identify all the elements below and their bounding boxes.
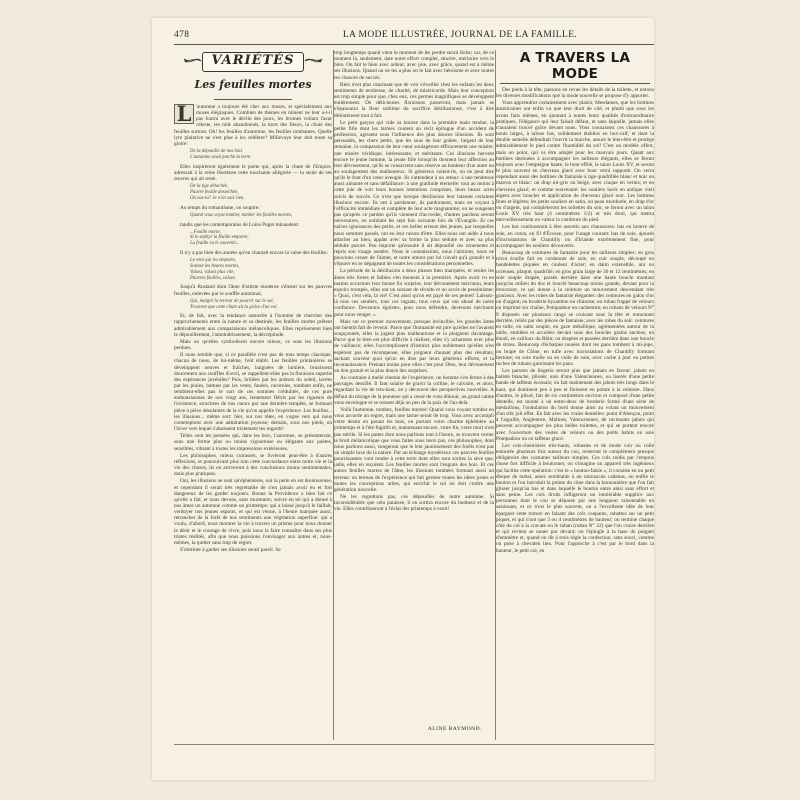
header-rule bbox=[174, 44, 654, 45]
verse-quote: Qui, malgré la terreur de pourrir sur le sol, Trouvent que cette chute ait la grâce d'un vol. bbox=[190, 298, 278, 310]
journal-title: LA MODE ILLUSTRÉE, JOURNAL DE LA FAMILLE. bbox=[342, 30, 578, 40]
paragraph: tandis que les contemporains de Loïsa Puget minaudent: bbox=[180, 221, 300, 228]
verse-quote: De la dépouille de nos bois L'automne avait jonché la terre. bbox=[190, 149, 252, 160]
banner-ornament-left-icon bbox=[182, 54, 202, 68]
page-number: 478 bbox=[174, 30, 190, 40]
paragraph: Les parures de lingerie seront plus que jamais en faveur: jabots en batiste blanche, plissés; unis d'une Valenciennes, ou liserés d'une petite bande de taffetas écossais; on fait maintenant des jabots très longs dans le haut, qui dominent peu à peu et finissent en pointe à la ceinture. Dans d'autres, le plissé, fait de six centimètres environ et composé d'une petite dentelle, est monté à un entre-deux de broderie formé d'une série de médaillons, l'ondulation du bord donne ainsi au volant un mouvement d'un très joli effet. En fait avec les vraies dentelles: point d'Alençon, point à l'aiguille, Angleterre, Malines, Valenciennes, de ravissants jabots qui peuvent accompagner les plus belles toilettes, et qui se portent encore avec l'ouverture des vestes de velours ou des petits habits en soie Pompadour ou en taffetas glacé. bbox=[496, 368, 654, 442]
paragraph: S'obstiner à garder ses illusions serait pareil. Se bbox=[180, 547, 281, 554]
section-title: A TRAVERS LA MODE bbox=[519, 50, 631, 82]
banner-ornament-right-icon bbox=[304, 54, 324, 68]
paragraph: Les philosophes, mieux cuirassés, se livreront peut-être à d'autres réflexions, et poursuivant plus loin cette concordance entre notre vie et la vie des choses, ils en arriveront à des conclusions moins sentimentales, mais plus pratiques. bbox=[174, 452, 332, 478]
verse-quote: Quand vous voyez tomber, tomber les feuilles mortes, bbox=[190, 212, 293, 218]
verse-quote: Le vent qui les emporte, Sonnez les heures mortes, Valsez, valsez plus vite, Pauvres feuilles, valsez. bbox=[190, 258, 240, 281]
paragraph: Rien n'est plus charmant que de voir s'éveiller chez les enfants les deux sentiments de tendresse, de charité, de miséricorde. Mais leur conception est trop simple pour que, chez eux, ces germes magnifiques se développent entièrement. De délicieuses floraisons passeront, mais jamais se s'épanouira la fleur sublime du sacrifice désillusionné, c'est à dire désintéressé tout à fait. bbox=[334, 81, 494, 119]
paragraph: Le petit garçon qui vide sa bourse dans la première main tendue, la petite fille dont les larmes coulent au récit épilogue d'un accident de profession, agissent sous l'influence des plus douces illusions. Ils sont persuadés, les chers petits, que les sous de leur goûter, l'argent de leur semaine, la compassion de leur cœur soulageront efficacement une misère: une misère véridique, intéressante, et méritante. Ces illusions hervent encore le jeune homme, la jeune fille lorsqu'ils donnent leur affection au leur dévouement, qu'ils se consacrent sans réserve au bonheur d'un autre ou au soulagement des malheureux. Si généreux soient-ils, on ne peut dire qu'ils le font d'un cœur aveugle. Ils s'attendent à un retour: à une tendresse aussi aimante et sans défaillance: à une gratitude éternelle: tout au moins à cette joie de voir leurs bonnes intentions comprises, leurs beaux actes suivis de succès. Ce n'est que lorsque désillusion leur laissent certaines illusions encore. Ils ont à pardonner, ils pardonnent, mais en voyant à l'efficacité immédiate et complète de leur acte magnanime; ou ne songeant pas qu'après ce pardon qu'ils viennent d'accorder, d'autres pardons seront nécessaires, en oubliant les sept fois soixante fois de l'Évangile. Et ces naïves ignorances des petits, et ces belles erreurs des jeunes, par lesquelles nous sommes passés, ont eu leur raison d'être. Elles nous ont aidés à nous attacher au bien, appâts avec sa forme la plus séduite et avec sa plus séduite parure. Peu importe qu'ensuite il ait dépouillé ces ornements et repris son visage austère. Nous le connaissions, nous l'aimions, nous ne pouvions cesser de l'aimer, et notre amour pur lui n'avait qu'à grandir et à s'épurer en se dégageant de toutes les considérations personnelles. bbox=[334, 119, 494, 268]
paragraph: 'automne a toujours été cher aux muses, et spécialement aux muses élégiaques. Combien de thèmes en mineur ne leur a-t-il pas fourni avec le déclin des jours, les brumes voilant l'azur céleste, les nids abandonnés, la mort des fleurs, la chute des feuilles surtout. Oh! les feuilles d'automne, les feuilles tombantes. Quelle lyre plaintive ne s'est plue à les célébrer? Millevoye leur doit toute sa gloire: bbox=[174, 104, 332, 147]
paragraph: Telles sont les pensées qui, dans les bois, l'automne, se présenteront, sous une forme plus ou moins vigoureuse ou élégante aux poètes, sensibles, vibrant à toutes les impressions extérieures. bbox=[174, 433, 332, 452]
author-signature: ALINE RAYMOND. bbox=[427, 726, 482, 732]
paragraph: Les bas continueront à être assortis aux chaussures: bas en bourre de soie, en coton, en fil d'Écosse, pour l'usage courant: bas de soie, ajourés d'incrustations de Chantilly ou d'Irlande extrêmement fine, pour accompagner les souliers découverts. bbox=[496, 224, 654, 249]
column-varietes-continued bbox=[334, 50, 494, 740]
drop-cap: L bbox=[174, 104, 194, 124]
paragraph: Des pieds à la tête, passons en revue les détails de la toilette, et notons les diverses modifications que la mode nouvelle se propose d'y apporter. bbox=[496, 87, 654, 100]
paragraph: Mais on qu'elles symbolisent encore mieux, ce sont les illusions perdues. bbox=[174, 338, 332, 352]
paragraph: trop longtemps quand vient le moment de les perdre serait lâche; car, de ce moment là, seulement, date notre effort complet, sincère, méritoire vers le bien. On fait le bien avec ardeur, avec joie, avec grâce, quand est à même ses illusions. Quand on ne les a plus on le fait avec héroïsme et avec toutes les chances de succès. bbox=[334, 50, 494, 81]
varietes-banner bbox=[182, 50, 324, 74]
opening-paragraph bbox=[174, 101, 332, 147]
paragraph: Voilà l'automne, tombez, feuilles mortes! Quand vous voyant tomber en vous accorde un regret, mais une larme serait de trop. Vous avez accompli votre destin en parant les bois, en portant votre charme éphémère au printemps et à l'été fugitifs et, maintenant encore, votre fin, votre mort n'est pas stérile. Si les pattes dont nous parlions tout à l'heure, se trouvent cerner le bruit mélancolique que vous faites sous leurs pas, ces philosophes, dont nous parlions aussi, songeront que le lent jaunissement des forêts n'est pas un simple luxe de la nature. Par un échange mystérieux ces pauvres feuilles pourrissantes vont rendre à cette terre dont elles sont sorties la sève que, jadis, elles en reçurent. Les feuilles mortes sont l'engrais des bois. Et ces autres feuilles mortes de l'âme, les illusions tombées formant aussi un terreau: un terreau de l'expérience qui fait germer toutes les idées justes et toutes les conceptions utiles, qui enrichit le sol où doit croître une génération nouvelle. bbox=[334, 406, 494, 493]
article-body-col2 bbox=[334, 50, 494, 513]
paragraph: La période de la désillusion a deux phases bien marquées, et seules les âmes très fortes et faibles s'en tiennent à la première. Après avoir vu en maints occasions leur bonne foi surprise, leur dévouement méconnu, leurs espoirs trompés, elles ont un sursaut de révolte et un accès de pessimisme: « Quoi, c'est cela, la vie! C'est ainsi qu'on est payé de ses peines! Laissez-là tous ces sentiers, tous ces ingrats, tous ceux qui ont abusé de notre confiance. Devenons égoïstes, pour nous défendre, devenons méchants pour nous venger. » bbox=[334, 268, 494, 318]
banner-title: VARIÉTÉS bbox=[211, 53, 295, 68]
footer-rule bbox=[174, 744, 654, 745]
page-header bbox=[174, 30, 654, 44]
paragraph: Il nous semble que, si ce parallèle n'est pas de tous temps classique, chacun de nous, de lui-même, l'eût établi. Les feuilles printanières se développent neuves et fraîches, baignées de lumière, brunissent doucement aux souffles d'avril, se rappellent-elles pas la floraison superbe des espérances juvéniles? Puis, brûlées par les ardeurs du soleil, lavées par les pluies, battues par les vents, fanées, racornies, tombant enfin, ne semblent-elles pas le sort de ces sommes crédulités, de ces pure enthousiasmes de nos vingt ans, lentement flétris par les rigueurs de l'existence, arrachées de nos cœurs par une dernière tempête, se formant pièce à pièce désolantes de la vie qu'on appelle l'expérience. Les feuilles... les illusions... même sort: hier, sur nos têtes, en vogue vers qui nous contemplons avec une admiration joyeuse; demain, sous nos pieds, où l'hiver vers lequel s'abaissent tristement les regards! bbox=[174, 352, 332, 433]
column-a-travers-la-mode bbox=[496, 50, 654, 740]
paragraph: Au temps du romantisme, on soupire: bbox=[180, 204, 260, 211]
paragraph: Ne les regrettons pas, ces dépouilles de notre automne. Si inconsidérable que cela paraisse, il en sortira encore du bonheur et de la vie. Elles contribueront à l'éclat des printemps à venir! bbox=[334, 494, 494, 513]
paragraph: Mais sur ce premier mouvement, presque invincible, les grandes âmes ont bientôt fait de revenir. Parce que l'humanité est pire qu'elles ne l'avaient soupçonnée, elles la jugent plus malheureuse et la plaignent davantage. Parce que le bien est plus difficile à réaliser, elles s'y acharnent avec plus de vaillance; elles l'accomplissent d'instinct plus noblement qu'elles n'en espèrent pas de récompense, elles joignent d'autant plus des résultats, sachant souvent quoi qu'on en dise par leurs généreux efforts, et la reconnaissance. Prenant moins pour elles c'est pour Dieu, leur dévouement un don gratuit et la plus douce des surprises. bbox=[334, 318, 494, 374]
paragraph: Elles inspirèrent également le poète qui, après la chute de l'Empire, adressait à la reine Hortense cette touchante allégorie — la seule de ses œuvres qui ait resté. bbox=[174, 163, 332, 182]
article-body-col1 bbox=[174, 101, 332, 554]
article-body-col3 bbox=[496, 87, 654, 554]
paragraph: Au contraire à mellé chemin de l'expérience, un homme s'en ferme à des paysages dessillé. Il faut solaire de gravir la colline, le calvaire, et alors, regardant la vie de très-haut, on y découvre des perspectives nouvelles. A défaut du mirage de la jeunesse qui a cessé de vous éblouir, un grand calme vous enveloppe et se ressent déjà un peu de la paix de l'au-delà. bbox=[334, 375, 494, 406]
section-title-rule bbox=[500, 83, 650, 84]
title-ornament-rule bbox=[214, 94, 292, 100]
column-varietes bbox=[174, 50, 332, 740]
verse-quote: ...Feuille morte, Si le zéphyr la feuille emporte, La feuille va le souvenir... bbox=[190, 229, 249, 247]
paragraph: Jusqu'à Rostand dont l'âme d'artiste moderne s'émeut sur les pauvres feuilles, enlevées par le souffle automnal, bbox=[174, 284, 332, 297]
paragraph: Et, de fait, avec la tendance naturelle à l'homme de chercher des rapprochements entre la nature et sa destinée, les feuilles mortes prêtent admirablement aux comparaisons mélancoliques. Elles représentent bien le dépouillement, l'amoindrissement, la décrépitude. bbox=[174, 313, 332, 338]
verse-quote: De la tige détachée, Pauvre feuille desséchée, Où vas-tu? Je n'en sais rien. bbox=[190, 184, 245, 201]
paragraph: Les cols-chemisiers très-hauts, robustes et de mode voir ou colle entourée plusieurs fois autour du cou, resteront le complément presque obligatoire des costumes tailleurs simples. Ces cols roidis par l'empois chose fort difficile à boutonner, on s'imagine un appareil très ingénieux qui facilite cette opération: c'est le « bouton-faisle »; il consiste en un petit disque de métal, assez semblable à un minuscule cadenas, on enfile le bouton et l'on introduit la pointe du cône dans la boutonnière que l'on fait glisser jusqu'au bas et dans laquelle le bouton entre ainsi sans effort et sans peine. Les cols droits infligeront un intolérable supplice aux personnes dont le cou se dépasse par une longueur raisonnable en saisissant, et ce n'est le plus souvent, on a l'excellente idée de leur épargner cette torture en faisant des cols coupants, rabattus sur un petit piquet, et qui n'ont que 3 ou 4 centimètres de hauteur; on termine chaque côté du col à la cravate ou le ruban (ruban N° 22) que l'on croise derrière et qui revient se nouer par devant; on l'épingle à la base du poignet d'emmètre et, quand on dit à trois règle la confection, sans souci, comme on pose à chevalen lien. Pour l'approche à c'est par le bord dans la hauteur, le petit col, en bbox=[496, 442, 654, 554]
paragraph: Oui, les illusions ne sont qu'éphémères, oui la perte en est douloureuse, et cependant il serait très regrettable de n'en jamais avoir eu et fort dangereux de les garder toujours. Bonne la Providence a bien fait ce qu'elle a fait, et nous devons, sans murmurer, suivre en tel qui a donné à nos âmes un automne comme un printemps: qui a laissé jusqu'à le faillait, verdoyer nos jeunes espoirs, et qui est venue, à l'heure marquée aussi, retrancher de la forêt de nos sentiments une végétation superflue: qui a voulu, d'abord, nous montrer la vie à travers un prisme pour nous donner le désir et le courage de vivre, puis nous la faire connaître dans ses plus tristes réalités, afin que nous puissions l'envisager aux autres et, nous-mêmes, la quitter sans trop de regret. bbox=[174, 478, 332, 546]
article-title: Les feuilles mortes bbox=[194, 78, 312, 91]
paragraph: Beaucoup de ceintures de fantaisie pour les tailleurs simples: en gros tricot écaille fait en cordonnet de soie, en cuir souple, découpé en bandelettes piquées en couleur d'acier; en daim extensible, uni ou ocreuses, plaqué, quadrillé; en gros grain large de 30 et 12 centimètres; en soie souple drapée, passée derrière dans une haute boucle montant jusqu'au milieu du dos et bouclé beaucoup moins grande, devant pour la brouxture, ce qui donne à la ceinture un mouvement descendant très gracieux. Avec les robes de fantaisie élégantes: des ceintures en galon d'or ou d'argent; en broderie byzantine ou chinoise; en ruban frappé de velours ou imprimé sur chaîne, Pompadour en cachemire; en rubans de velours N° 9 disposés sur plusieurs rangs se croisant sous la tête et remontant derrière, reliés par des pièces de fantaisie; avec les robes du soir: ceintures en tulle, en satin souple, en gaze métallique, agrémentées autour de la taille, emblées et accolées devant sous des boucles grains anciens, en émail, en cailloux du Rhin; ou drapées et passées derrière dans une boucle de strass. Beaucoup d'écharpes nouées dont les pans tombent à mi-jupe, ou brape de Chine, en tulle avec incrustations de Chantilly formant bertune; en soie molle ou en voile de soie, avec cache à jour ou petites ruches de rubans garnissant les pans. bbox=[496, 250, 654, 367]
paragraph: Vous apprendrez certainement avec plaisir, Mesdames, que les bottines américaines ont enfin vu que leur droit de cité, et plutôt que sous les avons faits mêmes, en ajoutant à toutes leurs qualités d'extraordinaire pratiques, l'élégance qui leur faisait défaut, et sans laquelle, jamais elles n'auraient trouvé grâce devant nous. Vous connaissez ces chaussures à bouts larges, à talons bas, solidement établies en box-calf, et dont la double semelle défendrait l'ouvrir la marche, assure le bien-être et protège admirablement le pied contre l'humidité du sol! C'est un modèle offert, mais on point, qui va être adopté pour les mauvais jours. Quant aux bottines destinées à accompagner les tailleurs élégants, elles se feront toujours avec l'empeigne haute, le bout effilé, le talon Louis XV, et seront le plus souvent en chevreau glacé avec bout verni rapporté. On verra cependant aussi des bottines de fantaisie à tige quadrillée blanc et noir ou marron et blanc: un drap mi-gris ou beige, avec claque en vernis; et en chevreau glacé; et comme nouveauté: les souliers lacés en antique vieil argent avec boucles et application de chevreau glacé noir. Les bottines fines et légères; les petits souliers en satin, ou peau mordorée, en drap d'or ou d'argent, qui compléteront les toilettes du soir, se feront avec un talon Louis XV très haut (4 centimètres 1/2) et très droit, qui mettra merveilleusement en valeur la cambrure du pied. bbox=[496, 100, 654, 224]
paragraph: Il n'y a pas bien des années qu'on chantait encore la valse des feuilles: bbox=[180, 250, 328, 257]
